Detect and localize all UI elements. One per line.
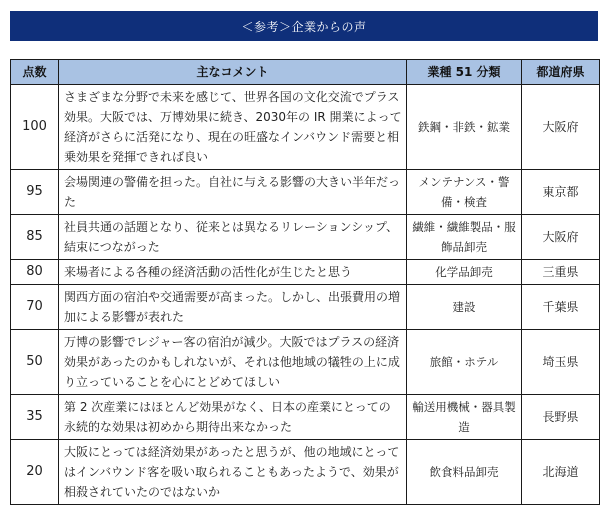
- industry-cell: 輸送用機械・器具製造: [407, 395, 522, 440]
- comment-cell: 来場者による各種の経済活動の活性化が生じたと思う: [59, 260, 407, 285]
- industry-cell: 建設: [407, 285, 522, 330]
- comment-cell: 大阪にとっては経済効果があったと思うが、他の地域にとってはインバウンド客を吸い取られることもあったようで、効果が相殺されていたのではないか: [59, 440, 407, 505]
- prefecture-cell: 東京都: [522, 170, 600, 215]
- header-industry: 業種 51 分類: [407, 60, 522, 85]
- prefecture-cell: 長野県: [522, 395, 600, 440]
- industry-cell: 鉄鋼・非鉄・鉱業: [407, 85, 522, 170]
- table-row: [11, 330, 600, 395]
- table-header-row: [11, 60, 600, 85]
- score-cell: 35: [11, 395, 59, 440]
- score-cell: 85: [11, 215, 59, 260]
- prefecture-cell: 三重県: [522, 260, 600, 285]
- company-voices-table: [10, 59, 600, 505]
- comment-cell: 社員共通の話題となり、従来とは異なるリレーションシップ、結束につながった: [59, 215, 407, 260]
- banner-title: ＜参考＞企業からの声: [241, 19, 367, 34]
- section-banner: [10, 11, 598, 41]
- prefecture-cell: 埼玉県: [522, 330, 600, 395]
- table-row: [11, 440, 600, 505]
- prefecture-cell: 北海道: [522, 440, 600, 505]
- score-cell: 20: [11, 440, 59, 505]
- score-cell: 70: [11, 285, 59, 330]
- comment-cell: 関西方面の宿泊や交通需要が高まった。しかし、出張費用の増加による影響が表れた: [59, 285, 407, 330]
- table-row: [11, 170, 600, 215]
- prefecture-cell: 大阪府: [522, 215, 600, 260]
- comment-cell: 第 2 次産業にはほとんど効果がなく、日本の産業にとっての永続的な効果は初めから期待出来なかった: [59, 395, 407, 440]
- table-row: [11, 260, 600, 285]
- score-cell: 80: [11, 260, 59, 285]
- industry-cell: 化学品卸売: [407, 260, 522, 285]
- industry-cell: メンテナンス・警備・検査: [407, 170, 522, 215]
- prefecture-cell: 大阪府: [522, 85, 600, 170]
- header-score: 点数: [11, 60, 59, 85]
- industry-cell: 旅館・ホテル: [407, 330, 522, 395]
- table-row: [11, 215, 600, 260]
- industry-cell: 繊維・繊維製品・服飾品卸売: [407, 215, 522, 260]
- comment-cell: 会場関連の警備を担った。自社に与える影響の大きい半年だった: [59, 170, 407, 215]
- score-cell: 50: [11, 330, 59, 395]
- industry-cell: 飲食料品卸売: [407, 440, 522, 505]
- header-prefecture: 都道府県: [522, 60, 600, 85]
- comment-cell: さまざまな分野で未来を感じて、世界各国の文化交流でプラス効果。大阪では、万博効果に続き、2030年の IR 開業によって経済がさらに活発になり、現在の旺盛なインバウンド需要と相乗効果を発揮できれば良い: [59, 85, 407, 170]
- table-row: [11, 285, 600, 330]
- header-comment: 主なコメント: [59, 60, 407, 85]
- prefecture-cell: 千葉県: [522, 285, 600, 330]
- score-cell: 95: [11, 170, 59, 215]
- table-row: [11, 395, 600, 440]
- comment-cell: 万博の影響でレジャー客の宿泊が減少。大阪ではプラスの経済効果があったのかもしれないが、それは他地域の犠牲の上に成り立っていることを心にとどめてほしい: [59, 330, 407, 395]
- table-row: [11, 85, 600, 170]
- score-cell: 100: [11, 85, 59, 170]
